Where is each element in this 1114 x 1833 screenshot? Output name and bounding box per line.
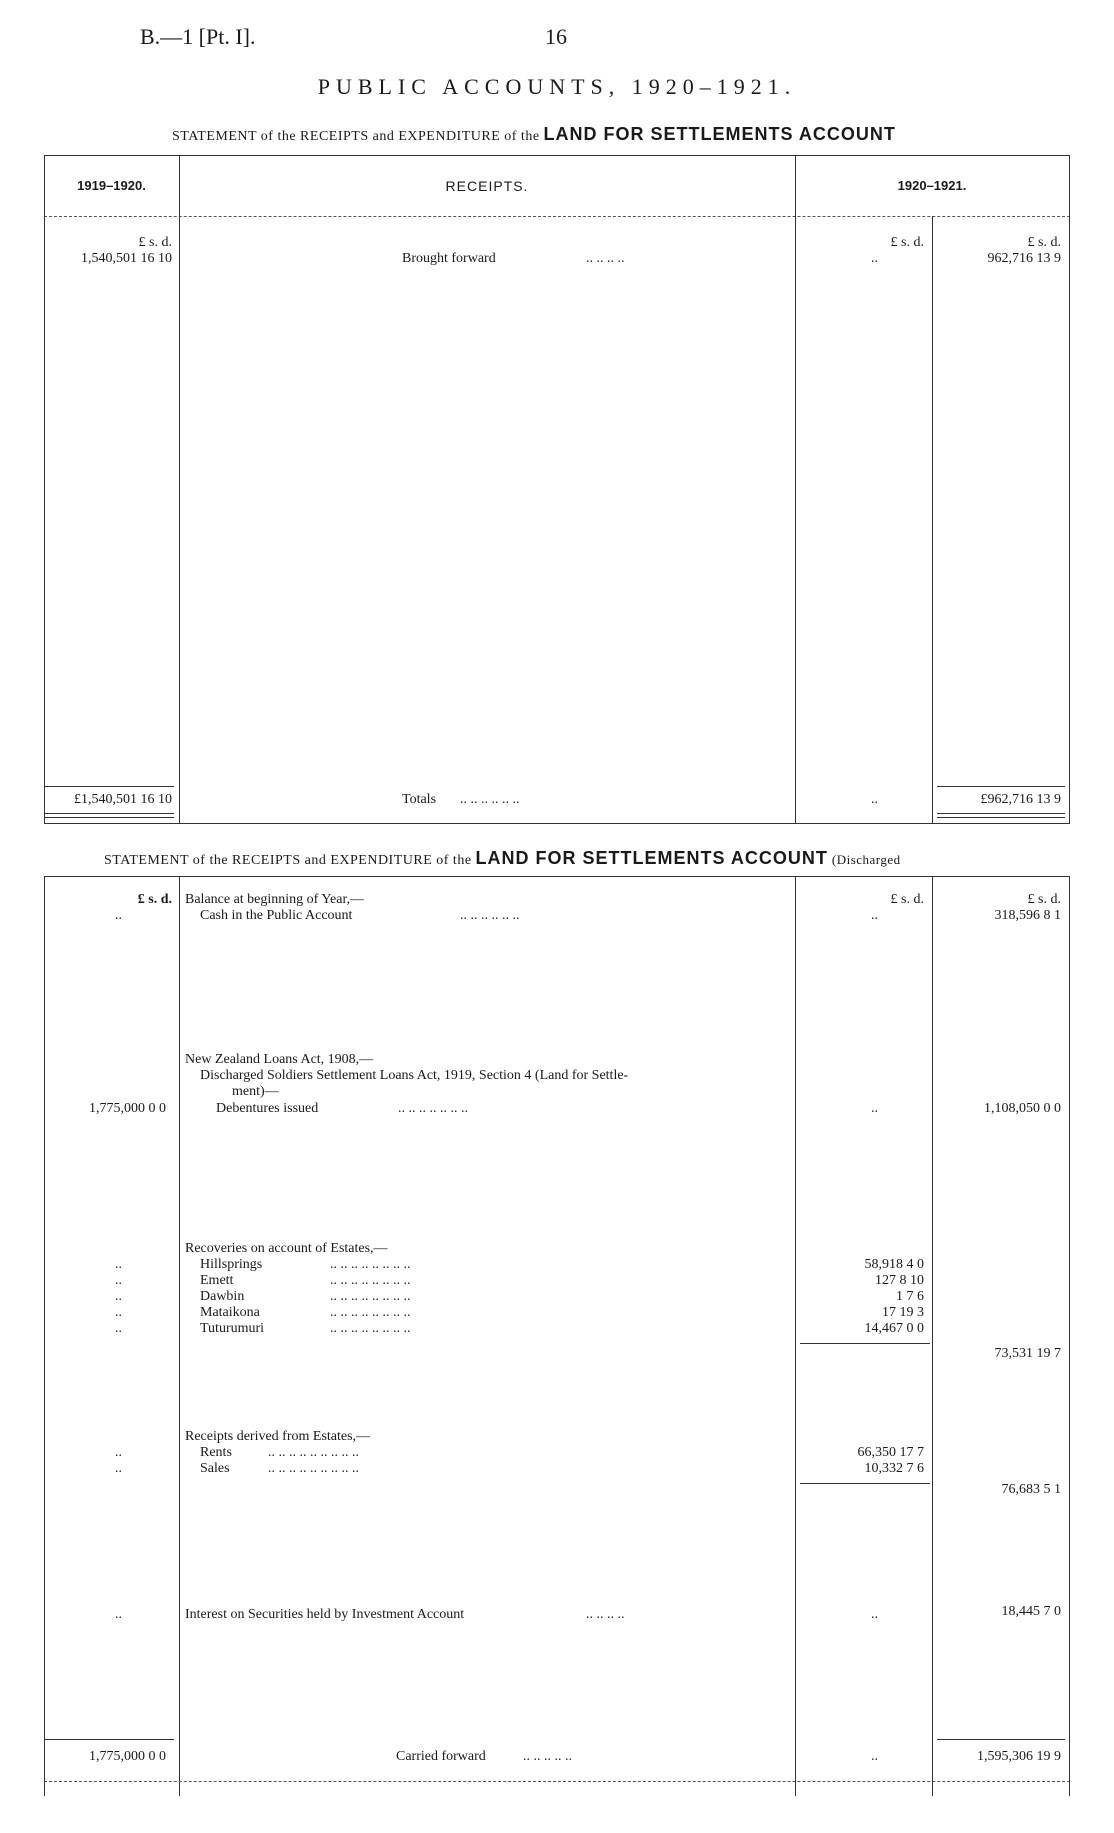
- leader-dots: .. .. .. .. .. .. .. .. ..: [268, 1445, 359, 1460]
- top-table-col-divider: [932, 216, 933, 823]
- derived-heading: Receipts derived from Estates,—: [185, 1429, 371, 1444]
- carried-forward-prev: 1,775,000 0 0: [89, 1749, 166, 1764]
- leader-dots: .. .. .. .. .. .. .. ..: [330, 1289, 411, 1304]
- leader-dots: .. .. .. .. .. .. .. ..: [330, 1257, 411, 1272]
- totals-rule: [937, 786, 1065, 787]
- cash-mid: ..: [871, 908, 878, 923]
- carried-forward-label: Carried forward: [396, 1749, 486, 1764]
- derived-label: Rents: [200, 1445, 232, 1460]
- cash-prev: ..: [115, 908, 122, 923]
- bottom-statement-intro: STATEMENT of the RECEIPTS and EXPENDITURE of the: [104, 853, 472, 868]
- totals-curr: £962,716 13 9: [980, 792, 1061, 807]
- leader-dots: .. .. .. .. .. .. .. ..: [330, 1321, 411, 1336]
- document-reference: B.—1 [Pt. I].: [140, 24, 256, 49]
- recovery-amount: 1 7 6: [896, 1289, 924, 1304]
- leader-dots: .. .. .. ..: [586, 1607, 625, 1622]
- top-table-col-divider: [179, 155, 180, 823]
- bottom-table-col-divider: [179, 876, 180, 1796]
- bottom-table-left-border: [44, 876, 45, 1796]
- currency-heading: £ s. d.: [1027, 892, 1061, 907]
- recovery-label: Tuturumuri: [200, 1321, 265, 1336]
- recoveries-heading: Recoveries on account of Estates,—: [185, 1241, 388, 1256]
- debentures-label: Debentures issued: [216, 1101, 319, 1116]
- totals-label: Totals: [402, 792, 437, 807]
- derived-label: Sales: [200, 1461, 230, 1476]
- totals-prev: £1,540,501 16 10: [74, 792, 172, 807]
- leader-dots: .. .. .. .. ..: [523, 1749, 572, 1764]
- bottom-statement-account: LAND FOR SETTLEMENTS ACCOUNT: [475, 848, 828, 868]
- carried-forward-curr: 1,595,306 19 9: [977, 1749, 1061, 1764]
- column-header-receipts: RECEIPTS.: [445, 178, 529, 194]
- totals-rule: [44, 786, 174, 787]
- derived-prev: ..: [115, 1461, 122, 1476]
- derived-total: 76,683 5 1: [1001, 1482, 1061, 1497]
- currency-heading: £ s. d.: [1027, 235, 1061, 250]
- leader-dots: .. .. .. .. .. .. .. ..: [330, 1273, 411, 1288]
- recovery-amount: 58,918 4 0: [864, 1257, 924, 1272]
- recovery-amount: 14,467 0 0: [864, 1321, 924, 1336]
- totals-double-rule: [44, 813, 174, 818]
- derived-amount: 10,332 7 6: [864, 1461, 924, 1476]
- bottom-table-col-divider: [795, 876, 796, 1796]
- leader-dots: .. .. .. .. .. .. .. ..: [330, 1305, 411, 1320]
- recovery-amount: 127 8 10: [875, 1273, 924, 1288]
- brought-forward-mid: ..: [871, 251, 878, 266]
- interest-prev: ..: [115, 1607, 122, 1622]
- recovery-amount: 17 19 3: [882, 1305, 924, 1320]
- subtotal-rule: [800, 1483, 930, 1484]
- loans-subheading: Discharged Soldiers Settlement Loans Act, 1919, Section 4 (Land for Settle-: [200, 1068, 629, 1083]
- totals-mid: ..: [871, 792, 878, 807]
- recovery-label: Emett: [200, 1273, 234, 1288]
- subtotal-rule: [800, 1343, 930, 1344]
- page-title: PUBLIC ACCOUNTS, 1920–1921.: [317, 74, 797, 99]
- top-table-border-top: [44, 155, 1070, 156]
- top-statement-intro: STATEMENT of the RECEIPTS and EXPENDITURE of the: [172, 129, 540, 144]
- leader-dots: .. .. .. .. .. ..: [460, 908, 520, 923]
- leader-dots: .. .. .. ..: [586, 251, 625, 266]
- debentures-prev: 1,775,000 0 0: [89, 1101, 166, 1116]
- page-number: 16: [545, 24, 567, 49]
- recovery-prev: ..: [115, 1289, 122, 1304]
- carried-rule: [44, 1739, 174, 1740]
- cash-curr: 318,596 8 1: [994, 908, 1061, 923]
- bottom-table-border-bottom: [44, 1781, 1070, 1782]
- loans-heading: New Zealand Loans Act, 1908,—: [185, 1052, 374, 1067]
- leader-dots: .. .. .. .. .. .. .. .. ..: [268, 1461, 359, 1476]
- debentures-curr: 1,108,050 0 0: [984, 1101, 1061, 1116]
- balance-heading: Balance at beginning of Year,—: [185, 892, 365, 907]
- derived-amount: 66,350 17 7: [857, 1445, 924, 1460]
- bottom-table-right-border: [1069, 876, 1070, 1796]
- top-table-border-bottom: [44, 823, 1070, 824]
- interest-label: Interest on Securities held by Investment Account: [185, 1607, 465, 1622]
- cash-label: Cash in the Public Account: [200, 908, 353, 923]
- derived-prev: ..: [115, 1445, 122, 1460]
- bottom-statement-suffix: (Discharged: [831, 852, 901, 867]
- totals-double-rule: [937, 813, 1065, 818]
- top-table-header-rule: [44, 216, 1070, 217]
- leader-dots: .. .. .. .. .. ..: [460, 792, 520, 807]
- recovery-label: Dawbin: [200, 1289, 245, 1304]
- currency-heading: £ s. d.: [890, 235, 924, 250]
- interest-curr: 18,445 7 0: [1001, 1604, 1061, 1619]
- bottom-statement-heading: [104, 848, 901, 869]
- leader-dots: .. .. .. .. .. .. ..: [398, 1101, 468, 1116]
- currency-heading: £ s. d.: [890, 892, 924, 907]
- currency-heading: £ s. d.: [138, 235, 172, 250]
- top-table-right-border: [1069, 155, 1070, 823]
- carried-forward-mid: ..: [871, 1749, 878, 1764]
- column-header-1919-1920: 1919–1920.: [77, 178, 146, 193]
- recovery-prev: ..: [115, 1305, 122, 1320]
- recovery-prev: ..: [115, 1321, 122, 1336]
- recovery-prev: ..: [115, 1257, 122, 1272]
- recovery-label: Mataikona: [200, 1305, 260, 1320]
- top-statement-account: LAND FOR SETTLEMENTS ACCOUNT: [543, 124, 896, 144]
- brought-forward-label: Brought forward: [402, 251, 496, 266]
- interest-mid: ..: [871, 1607, 878, 1622]
- recovery-prev: ..: [115, 1273, 122, 1288]
- recoveries-total: 73,531 19 7: [994, 1346, 1061, 1361]
- carried-rule: [937, 1739, 1065, 1740]
- top-table-col-divider: [795, 155, 796, 823]
- loans-subheading-cont: ment)—: [232, 1084, 279, 1099]
- column-header-1920-1921: 1920–1921.: [897, 178, 967, 193]
- bottom-table-col-divider: [932, 876, 933, 1796]
- recovery-label: Hillsprings: [200, 1257, 263, 1272]
- debentures-mid: ..: [871, 1101, 878, 1116]
- top-statement-heading: [172, 124, 896, 145]
- bottom-table-border-top: [44, 876, 1070, 877]
- brought-forward-curr: 962,716 13 9: [987, 251, 1061, 266]
- currency-heading: £ s. d.: [137, 892, 172, 907]
- brought-forward-prev: 1,540,501 16 10: [81, 251, 172, 266]
